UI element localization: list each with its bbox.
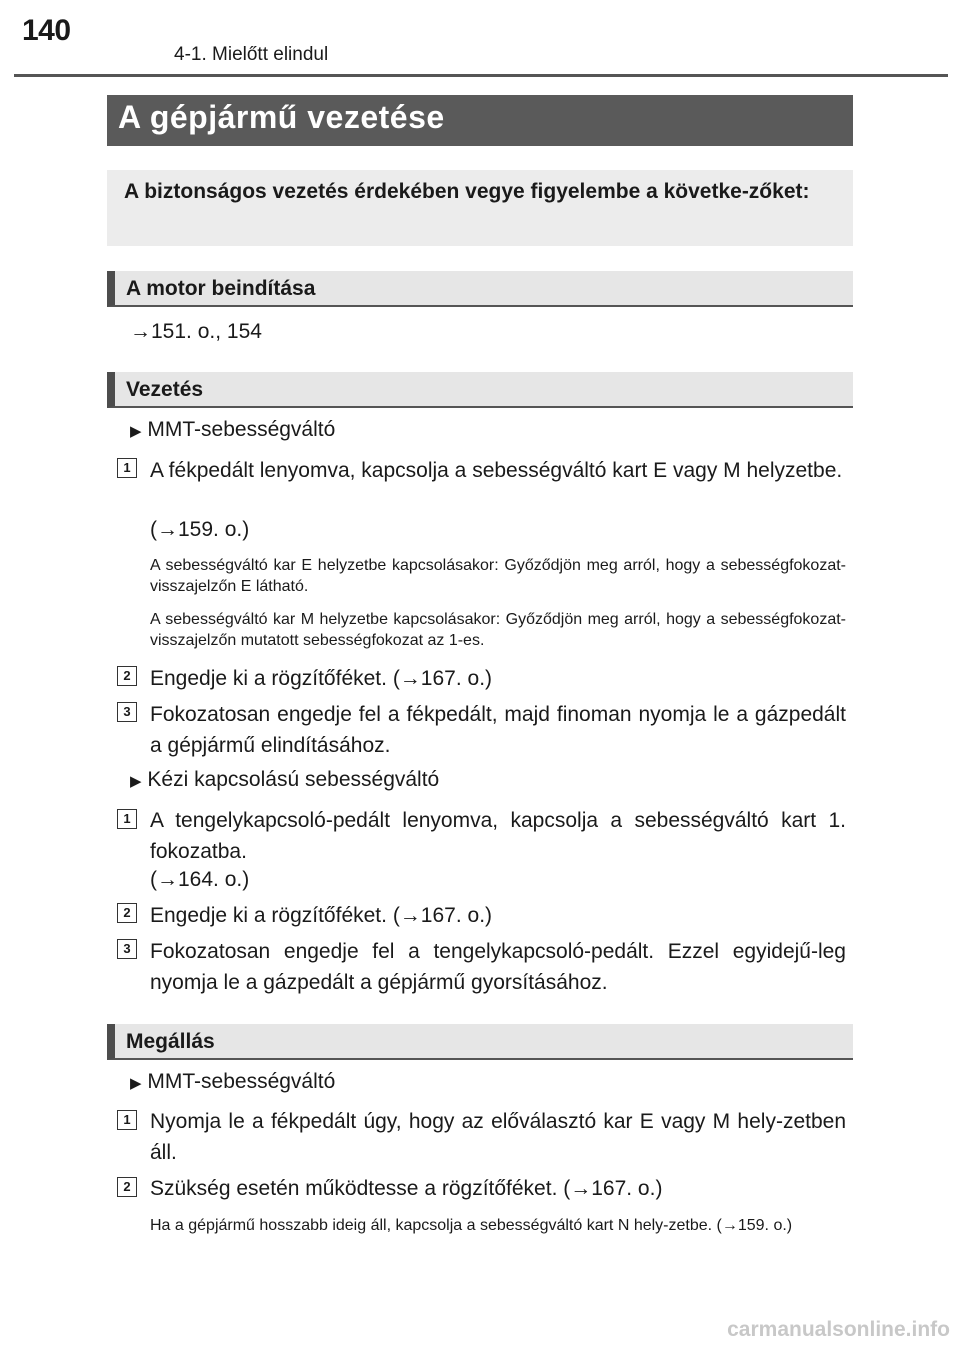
- step-number-badge: 3: [117, 702, 137, 722]
- section-header-driving: [107, 372, 853, 408]
- mmt-step-2: Engedje ki a rögzítőféket. (→167. o.): [150, 667, 493, 690]
- step-number-badge: 1: [117, 1110, 137, 1130]
- manual-step-2: Engedje ki a rögzítőféket. (→167. o.): [150, 904, 493, 927]
- triangle-bullet-icon: ▶: [130, 423, 142, 440]
- mmt-step-3: Fokozatosan engedje fel a fékpedált, majd finoman nyomja le a gázpedált a gépjármű elindításához.: [150, 703, 846, 757]
- triangle-bullet-icon: ▶: [130, 773, 142, 790]
- mmt-note-m: A sebességváltó kar M helyzetbe kapcsolásakor: Győződjön meg arról, hogy a sebességfokozat-visszajelzőn mutatott sebességfokozat az 1-es.: [150, 611, 846, 649]
- mmt-step-1-reference: (→159. o.): [150, 518, 250, 541]
- section-breadcrumb: 4-1. Mielőtt elindul: [174, 44, 329, 65]
- triangle-bullet-icon: ▶: [130, 1075, 142, 1092]
- watermark: carmanualsonline.info: [727, 1318, 950, 1341]
- step-number-badge: 1: [117, 458, 137, 478]
- subsection-mmt-label: MMT-sebességváltó: [147, 418, 336, 441]
- step-number-badge: 1: [117, 809, 137, 829]
- manual-step-1-reference: (→164. o.): [150, 868, 250, 891]
- section-title-start: A motor beindítása: [126, 277, 316, 300]
- step-number-badge: 2: [117, 666, 137, 686]
- page-number: 140: [22, 14, 71, 47]
- subsection-mmt: [130, 418, 335, 442]
- subsection-stop-mmt-label: MMT-sebességváltó: [147, 1070, 336, 1093]
- start-reference: →151. o., 154: [130, 320, 262, 343]
- header-divider: [14, 74, 948, 77]
- section-header-stopping: [107, 1024, 853, 1060]
- mmt-note-e: A sebességváltó kar E helyzetbe kapcsolásakor: Győződjön meg arról, hogy a sebességfokozat-visszajelzőn E látható.: [150, 557, 846, 595]
- stop-step-2: Szükség esetén működtesse a rögzítőféket. (→167. o.): [150, 1177, 663, 1200]
- step-number-badge: 2: [117, 1177, 137, 1197]
- stop-note: Ha a gépjármű hosszabb ideig áll, kapcsolja a sebességváltó kart N hely-zetbe. (→159. o.): [150, 1217, 793, 1234]
- subsection-stop-mmt: [130, 1070, 335, 1094]
- step-number-badge: 3: [117, 939, 137, 959]
- manual-step-1: A tengelykapcsoló-pedált lenyomva, kapcsolja a sebességváltó kart 1. fokozatba.: [150, 809, 846, 863]
- intro-text: A biztonságos vezetés érdekében vegye figyelembe a követke-zőket:: [124, 180, 810, 203]
- subsection-manual-label: Kézi kapcsolású sebességváltó: [147, 768, 440, 791]
- page-title: A gépjármű vezetése: [118, 99, 445, 135]
- step-number-badge: 2: [117, 903, 137, 923]
- section-title-driving: Vezetés: [126, 378, 204, 401]
- manual-step-3: Fokozatosan engedje fel a tengelykapcsoló-pedált. Ezzel egyidejű-leg nyomja le a gázpedált a gépjármű gyorsításához.: [150, 940, 846, 994]
- subsection-manual: [130, 768, 439, 792]
- stop-step-1: Nyomja le a fékpedált úgy, hogy az előválasztó kar E vagy M hely-zetben áll.: [150, 1110, 846, 1164]
- section-title-stopping: Megállás: [126, 1030, 215, 1053]
- mmt-step-1: A fékpedált lenyomva, kapcsolja a sebességváltó kart E vagy M helyzetbe.: [150, 459, 843, 482]
